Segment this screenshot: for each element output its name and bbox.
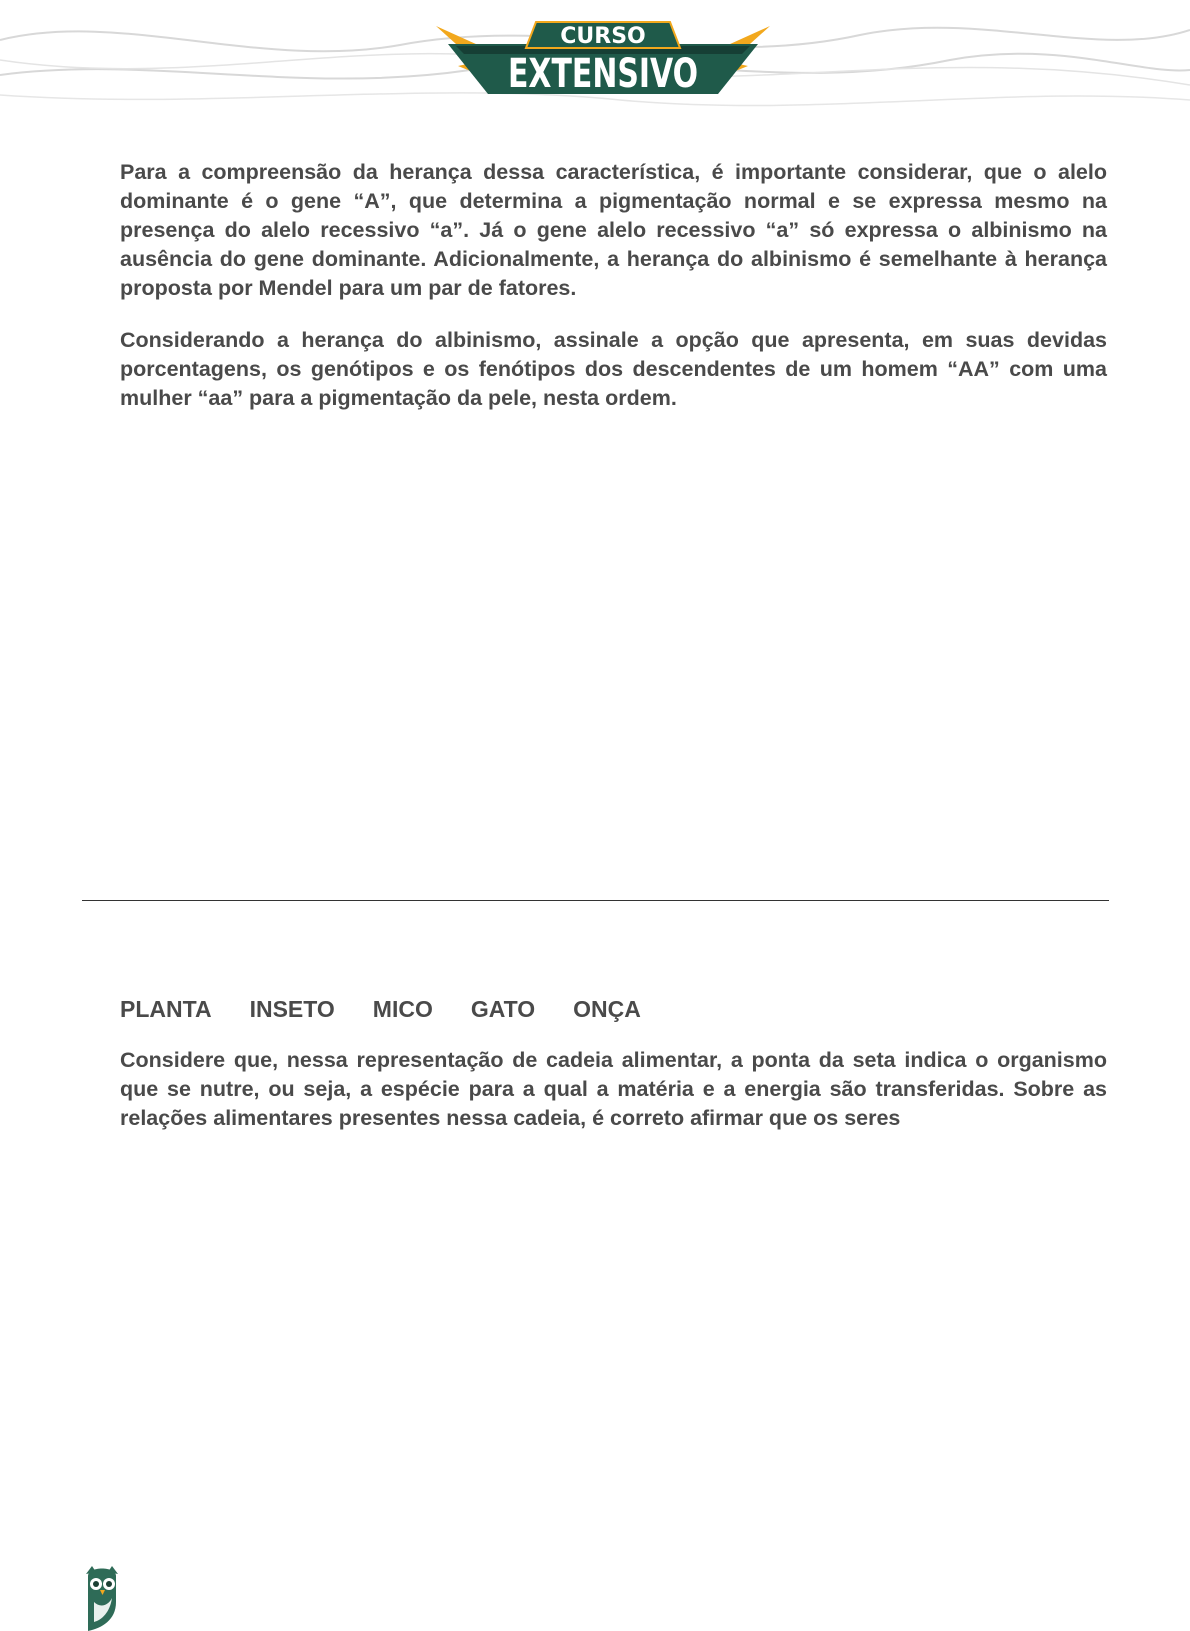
food-chain-item: INSETO <box>249 996 335 1022</box>
question-2-prompt: Considere que, nessa representação de cadeia alimentar, a ponta da seta indica o organismo que se nutre, ou seja, a espécie para a qual a matéria e a energia são transferidas. Sobre as relações alimentares presentes nessa cadeia, é correto afirmar que os seres <box>120 1048 1107 1130</box>
question-1-context: Para a compreensão da herança dessa característica, é importante considerar, que o alelo dominante é o gene “A”, que determina a pigmentação normal e se expressa mesmo na presença do alelo recessivo “a”. Já o gene alelo recessivo “a” só expressa o albinismo na ausência do gene dominante. Adicionalmente, a herança do albinismo é semelhante à herança proposta por Mendel para um par de fatores. <box>120 160 1107 300</box>
question-2 <box>120 1046 1107 1156</box>
food-chain-item: PLANTA <box>120 996 212 1022</box>
curso-extensivo-logo <box>418 6 788 106</box>
food-chain-item: GATO <box>470 996 536 1022</box>
food-chain-item: MICO <box>372 996 433 1022</box>
page-header <box>0 0 1190 120</box>
food-chain <box>120 994 641 1024</box>
question-1 <box>120 158 1107 436</box>
logo-line2: EXTENSIVO <box>508 51 698 97</box>
question-1-prompt: Considerando a herança do albinismo, assinale a opção que apresenta, em suas devidas porcentagens, os genótipos e os fenótipos dos descendentes de um homem “AA” com uma mulher “aa” para a pigmentação da pele, nesta ordem. <box>120 328 1107 410</box>
owl-logo-icon <box>82 1562 122 1631</box>
logo-line1: CURSO <box>560 24 646 49</box>
food-chain-item: ONÇA <box>573 996 641 1022</box>
section-divider <box>82 900 1109 901</box>
